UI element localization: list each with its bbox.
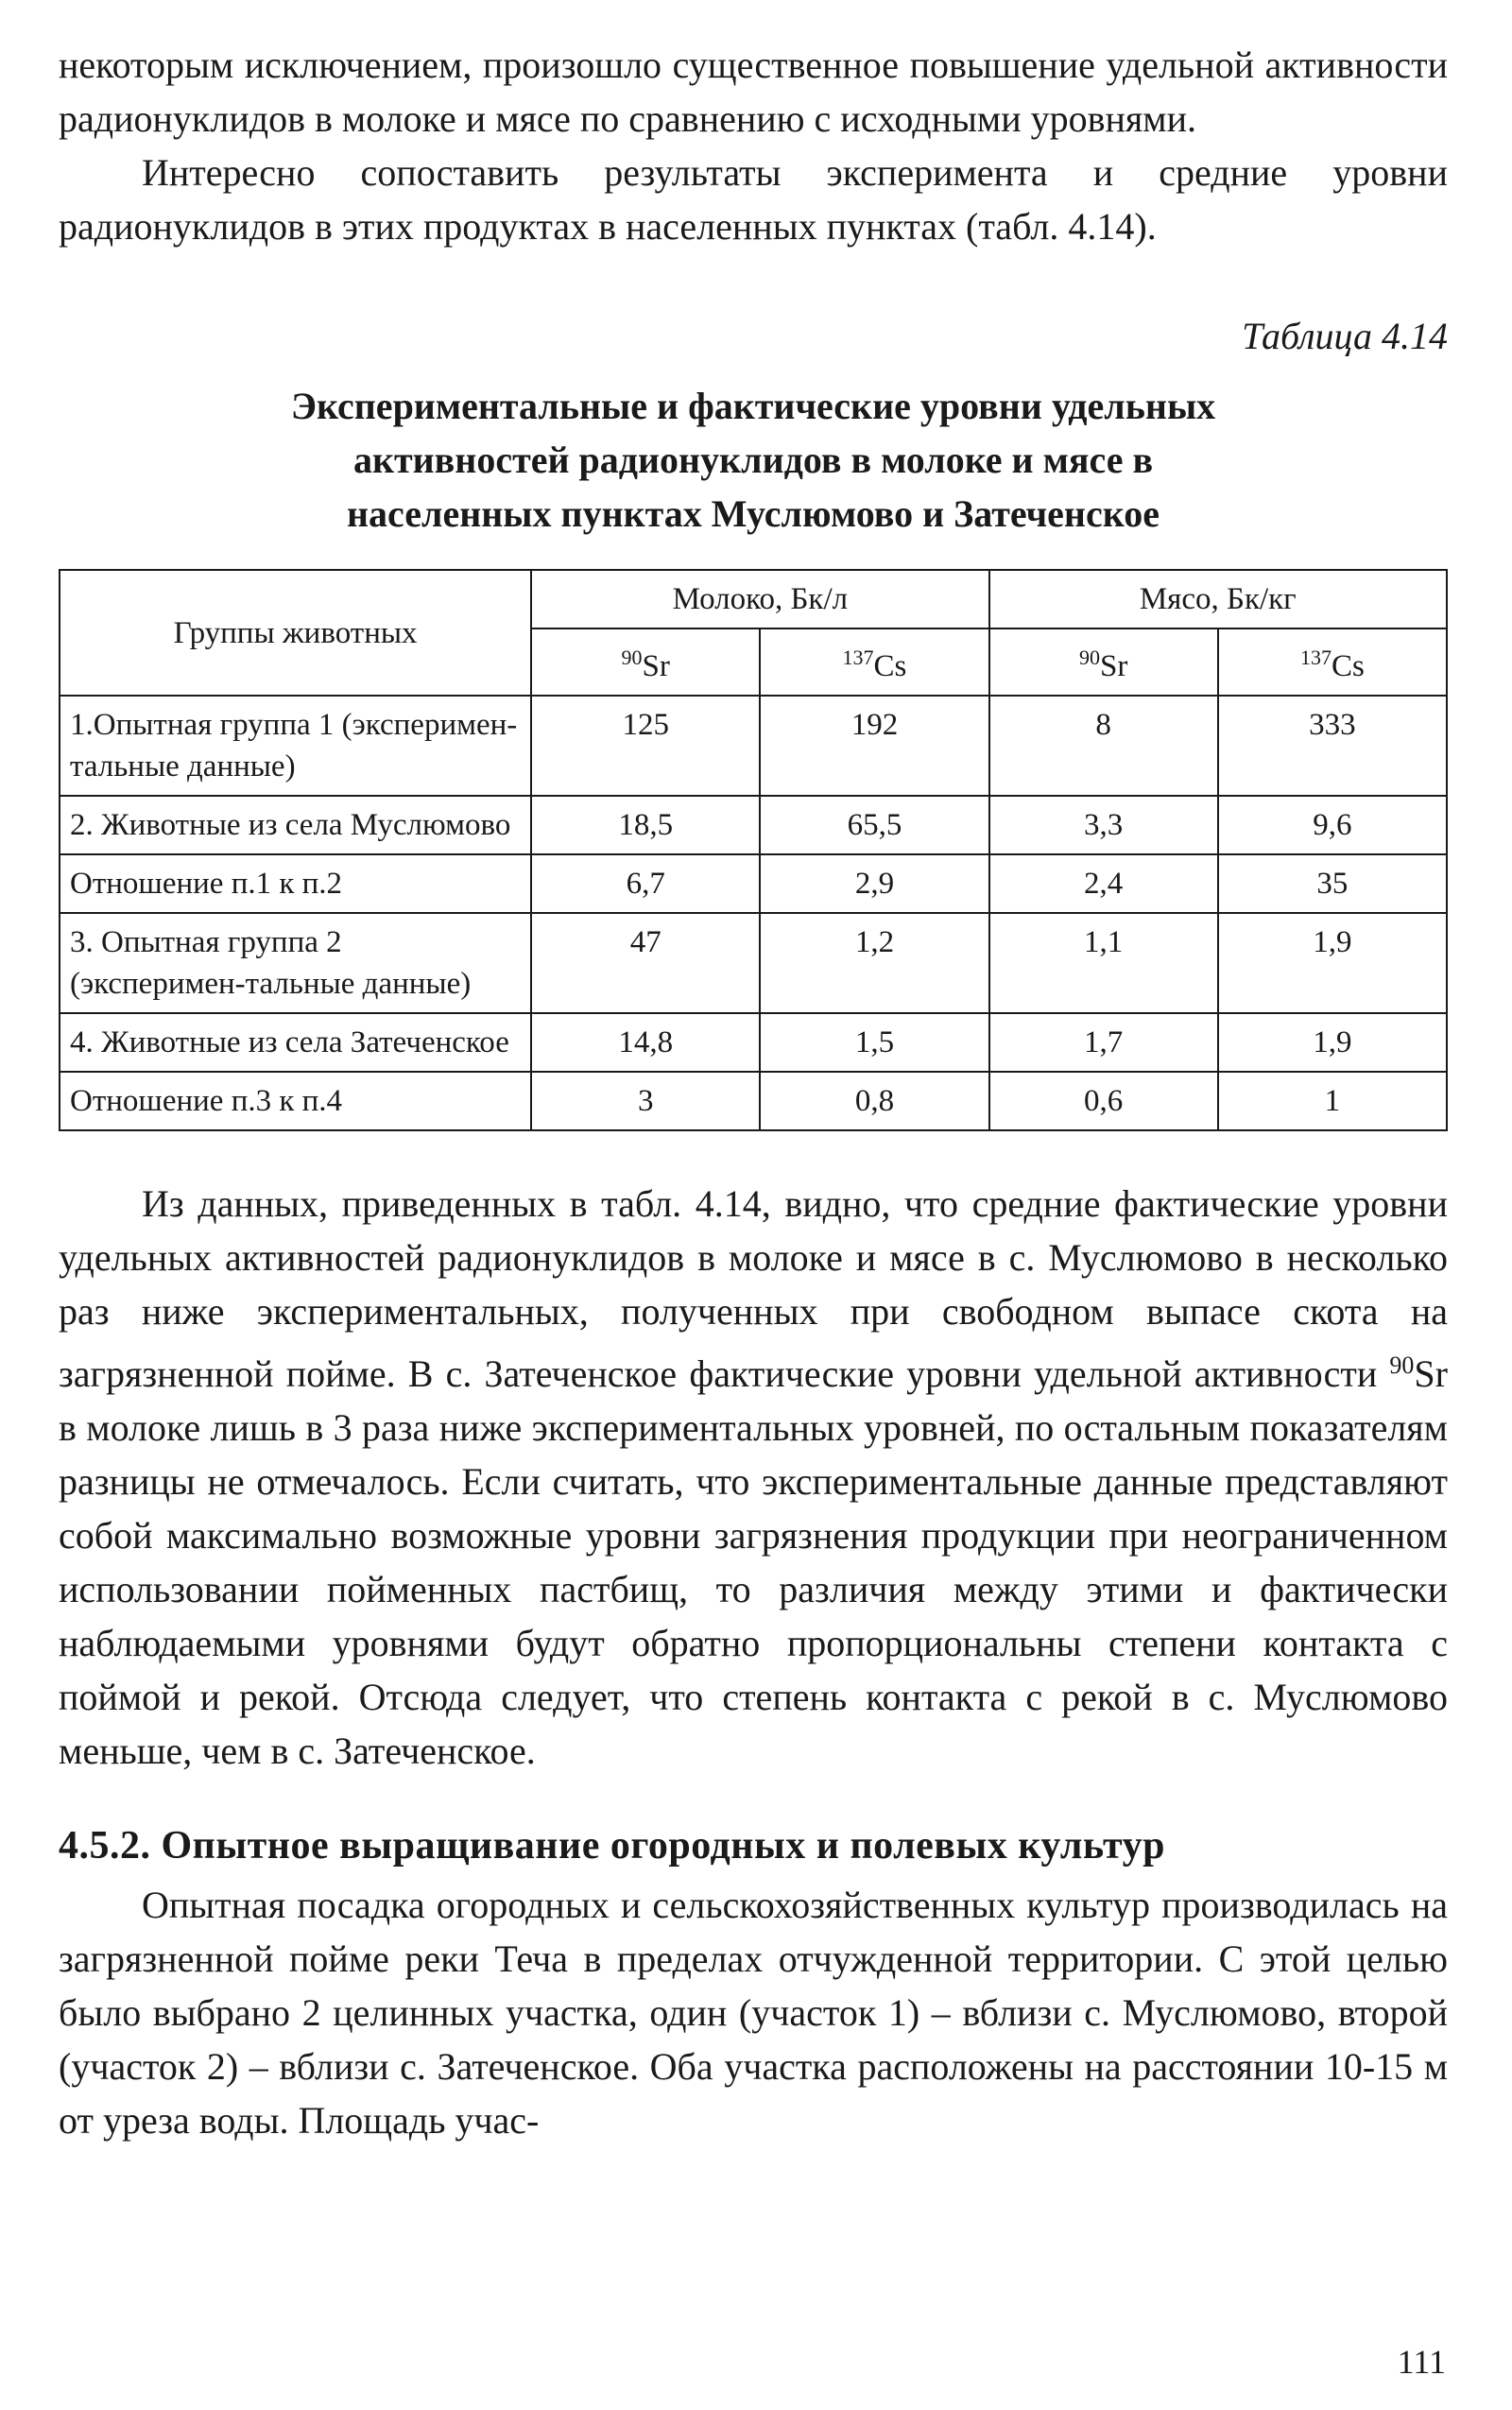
isotope-mass: 90 xyxy=(1078,646,1100,669)
isotope-mass: 90 xyxy=(1389,1351,1415,1379)
cell-milk-cs: 192 xyxy=(760,696,988,796)
header-milk-sr xyxy=(531,628,760,696)
header-milk-cs xyxy=(760,628,988,696)
table-title xyxy=(59,379,1448,541)
table-row xyxy=(60,1013,1447,1072)
section-paragraph: Опытная посадка огородных и сельскохозяйственных культур производилась на загрязненной пойме реки Теча в пределах отчужденной территории. С этой целью было выбрано 2 целинных участка, один (участок 1) – вблизи с. Муслюмово, второй (участок 2) – вблизи с. Затеченское. Оба участка расположены на расстоянии 10-15 м от уреза воды. Площадь учас- xyxy=(59,1884,1448,2142)
table-row xyxy=(60,696,1447,796)
isotope-symbol: Sr xyxy=(1414,1352,1448,1395)
table-header-row-1 xyxy=(60,570,1447,628)
isotope-symbol: Sr xyxy=(642,649,670,683)
isotope-mass: 137 xyxy=(1299,646,1332,669)
cell-milk-cs: 1,2 xyxy=(760,913,988,1013)
header-meat-sr xyxy=(989,628,1218,696)
row-label: 2. Животные из села Муслюмово xyxy=(60,796,531,854)
page-number: 111 xyxy=(1397,2343,1446,2381)
cell-meat-cs: 1 xyxy=(1218,1072,1447,1130)
cell-meat-cs: 1,9 xyxy=(1218,913,1447,1013)
isotope-mass: 137 xyxy=(842,646,874,669)
intro-paragraph-1: некоторым исключением, произошло существенное повышение удельной активности радионуклидов в молоке и мясе по сравнению с исходными уровнями. xyxy=(59,43,1448,140)
cell-milk-cs: 2,9 xyxy=(760,854,988,913)
table-row xyxy=(60,796,1447,854)
isotope-symbol: Cs xyxy=(873,649,907,683)
header-meat: Мясо, Бк/кг xyxy=(989,570,1447,628)
row-label: Отношение п.3 к п.4 xyxy=(60,1072,531,1130)
cell-meat-cs: 35 xyxy=(1218,854,1447,913)
cell-meat-sr: 0,6 xyxy=(989,1072,1218,1130)
row-label: 1.Опытная группа 1 (эксперимен-тальные данные) xyxy=(60,696,531,796)
cell-meat-sr: 1,7 xyxy=(989,1013,1218,1072)
row-label: 4. Животные из села Затеченское xyxy=(60,1013,531,1072)
isotope-mass: 90 xyxy=(621,646,643,669)
section-heading: 4.5.2. Опытное выращивание огородных и полевых культур xyxy=(59,1824,1165,1868)
cell-meat-sr: 8 xyxy=(989,696,1218,796)
discussion-text-2: в молоке лишь в 3 раза ниже экспериментальных уровней, по остальным показателям разницы не отмечалось. Если считать, что экспериментальные данные представляют собой максимально возможные уровни загрязнения продукции при неограниченном использовании пойменных пастбищ, то различия между этими и фактически наблюдаемыми уровнями будут обратно пропорциональны степени контакта с поймой и рекой. Отсюда следует, что степень контакта с рекой в с. Муслюмово меньше, чем в с. Затеченское. xyxy=(59,1406,1448,1772)
discussion-text-1: Из данных, приведенных в табл. 4.14, видно, что средние фактические уровни удельных активностей радионуклидов в молоке и мясе в с. Муслюмово в несколько раз ниже экспериментальных, полученных при свободном выпасе скота на загрязненной пойме. В с. Затеченское фактические уровни удельной активности xyxy=(59,1182,1448,1395)
intro-paragraph-2: Интересно сопоставить результаты эксперимента и средние уровни радионуклидов в этих продуктах в населенных пунктах (табл. 4.14). xyxy=(59,151,1448,248)
cell-meat-sr: 3,3 xyxy=(989,796,1218,854)
table-title-line-1: Экспериментальные и фактические уровни удельных xyxy=(290,385,1216,427)
cell-meat-cs: 9,6 xyxy=(1218,796,1447,854)
table-label: Таблица 4.14 xyxy=(1242,315,1448,357)
cell-milk-sr: 18,5 xyxy=(531,796,760,854)
isotope-symbol: Cs xyxy=(1331,649,1365,683)
cell-meat-cs: 333 xyxy=(1218,696,1447,796)
table-row xyxy=(60,913,1447,1013)
cell-milk-cs: 0,8 xyxy=(760,1072,988,1130)
table-row xyxy=(60,1072,1447,1130)
row-label: 3. Опытная группа 2 (эксперимен-тальные данные) xyxy=(60,913,531,1013)
cell-milk-cs: 65,5 xyxy=(760,796,988,854)
page-content xyxy=(59,38,1448,2147)
cell-milk-sr: 14,8 xyxy=(531,1013,760,1072)
header-milk: Молоко, Бк/л xyxy=(531,570,988,628)
cell-milk-cs: 1,5 xyxy=(760,1013,988,1072)
header-groups: Группы животных xyxy=(60,570,531,696)
table-row xyxy=(60,854,1447,913)
table-title-line-3: населенных пунктах Муслюмово и Затеченское xyxy=(346,492,1160,535)
cell-milk-sr: 125 xyxy=(531,696,760,796)
cell-milk-sr: 47 xyxy=(531,913,760,1013)
table-title-line-2: активностей радионуклидов в молоке и мясе в xyxy=(352,439,1154,481)
cell-meat-sr: 1,1 xyxy=(989,913,1218,1013)
cell-meat-cs: 1,9 xyxy=(1218,1013,1447,1072)
row-label: Отношение п.1 к п.2 xyxy=(60,854,531,913)
header-meat-cs xyxy=(1218,628,1447,696)
isotope-symbol: Sr xyxy=(1099,649,1128,683)
discussion-paragraph xyxy=(59,1177,1448,1778)
cell-meat-sr: 2,4 xyxy=(989,854,1218,913)
cell-milk-sr: 3 xyxy=(531,1072,760,1130)
radionuclide-table xyxy=(59,569,1448,1131)
cell-milk-sr: 6,7 xyxy=(531,854,760,913)
